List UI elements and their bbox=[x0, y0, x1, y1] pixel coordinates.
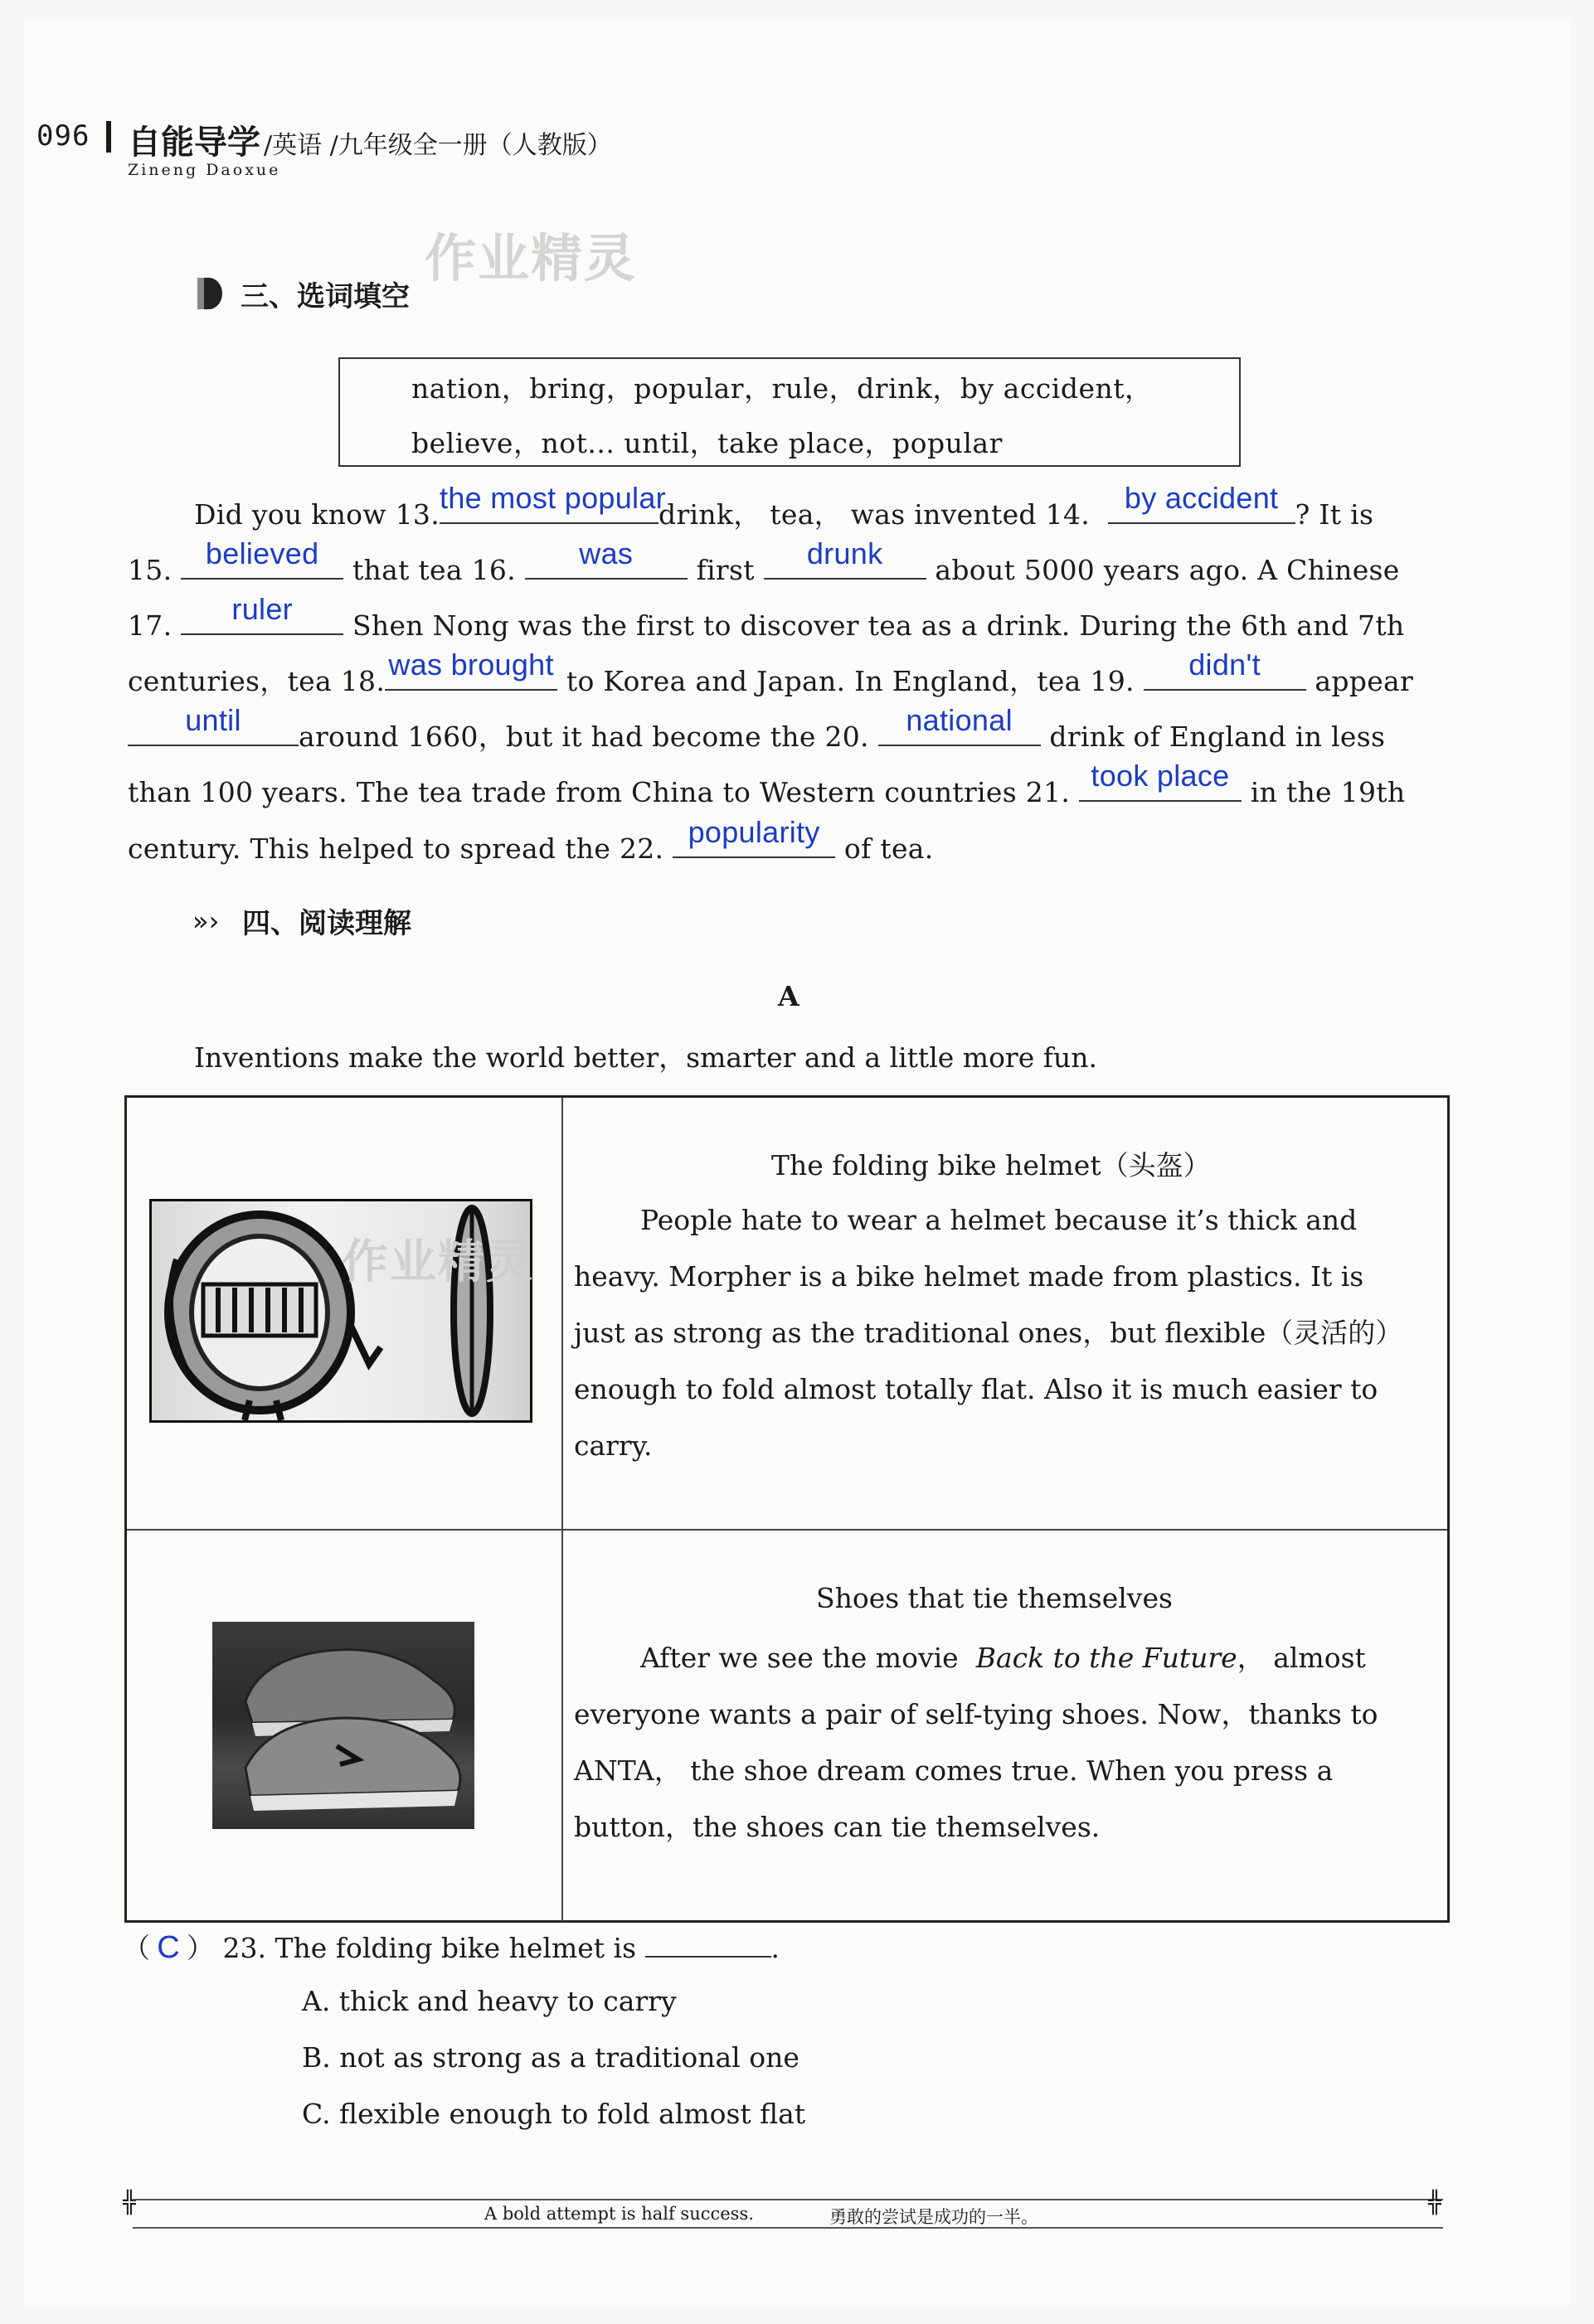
shoes-title: Shoes that tie themselves bbox=[816, 1582, 1173, 1614]
table-row-divider bbox=[127, 1529, 1447, 1531]
movie-title: Back to the Future bbox=[975, 1642, 1237, 1674]
passage-text: ? It is bbox=[1295, 498, 1374, 531]
passage-line-3 bbox=[128, 592, 1405, 642]
answer-21: took place bbox=[1091, 759, 1230, 793]
blank-21[interactable] bbox=[1079, 759, 1242, 802]
passage-line-5 bbox=[128, 703, 1386, 754]
answer-16b: drunk bbox=[806, 536, 883, 570]
passage-line-6 bbox=[128, 759, 1406, 808]
passage-text: around 1660，but it had become the 20. bbox=[299, 720, 869, 753]
table-column-divider bbox=[561, 1098, 563, 1922]
answer-17: ruler bbox=[231, 592, 293, 626]
shoes-photo bbox=[212, 1622, 474, 1829]
page-number: 096 bbox=[36, 119, 90, 153]
book-pinyin: Zineng Daoxue bbox=[128, 161, 281, 179]
book-brand: 自能导学 bbox=[128, 124, 260, 162]
shoes-line-1-tail: ， almost bbox=[1237, 1642, 1366, 1674]
answer-13: the most popular bbox=[440, 481, 666, 515]
passage-text: of tea. bbox=[843, 832, 934, 865]
passage-text: first bbox=[696, 554, 755, 586]
word-bank-box bbox=[338, 357, 1241, 467]
section-title-fill-blanks: 三、选词填空 bbox=[241, 280, 410, 313]
blank-17[interactable] bbox=[181, 592, 343, 635]
helmet-line-4: enough to fold almost totally flat. Also it is much easier to bbox=[574, 1373, 1378, 1405]
reading-intro: Inventions make the world better，smarter and a little more fun. bbox=[194, 1041, 1097, 1074]
helmet-line-5: carry. bbox=[574, 1429, 653, 1462]
footer-motto-english: A bold attempt is half success. bbox=[484, 2204, 754, 2224]
header-divider bbox=[106, 121, 111, 153]
answer-paren-open: （ bbox=[123, 1932, 150, 1964]
passage-text: to Korea and Japan. In England，tea 19. bbox=[566, 665, 1135, 697]
section-title-reading: 四、阅读理解 bbox=[242, 907, 411, 940]
shoes-line-1-text: After we see the movie bbox=[640, 1642, 959, 1674]
blank-16b[interactable] bbox=[764, 536, 926, 580]
shoes-line-2: everyone wants a pair of self-tying shoes. Now，thanks to bbox=[574, 1698, 1378, 1730]
passage-text: drink of England in less bbox=[1049, 720, 1386, 753]
option-a[interactable]: A. thick and heavy to carry bbox=[302, 1985, 677, 2017]
question-23 bbox=[123, 1927, 780, 1966]
watermark: 作业精灵 bbox=[425, 228, 638, 289]
word-bank-line-2: believe，not... until，take place，popular bbox=[411, 427, 1003, 459]
question-23-stem: 23. The folding bike helmet is bbox=[222, 1932, 637, 1964]
helmet-line-3: just as strong as the traditional ones，but flexible（灵活的） bbox=[574, 1317, 1403, 1349]
passage-text: Did you know 13. bbox=[194, 498, 440, 531]
answer-23[interactable]: C bbox=[157, 1930, 180, 1965]
watermark: 作业精灵 bbox=[342, 1235, 534, 1289]
passage-text: drink， tea， was invented 14. bbox=[658, 498, 1091, 531]
section-chevrons-icon: »› bbox=[192, 905, 220, 937]
passage-line-7 bbox=[128, 815, 934, 865]
shoes-line-3: ANTA， the shoe dream comes true. When you press a bbox=[574, 1754, 1334, 1787]
passage-line-4 bbox=[128, 648, 1414, 699]
blank-22[interactable] bbox=[673, 815, 835, 858]
passage-text: 17. bbox=[128, 609, 173, 642]
helmet-line-1: People hate to wear a helmet because it’s thick and bbox=[640, 1204, 1358, 1236]
passage-text: that tea 16. bbox=[352, 554, 516, 586]
option-b[interactable]: B. not as strong as a traditional one bbox=[302, 2041, 799, 2074]
blank-19[interactable] bbox=[1144, 648, 1306, 691]
helmet-title: The folding bike helmet（头盔） bbox=[771, 1149, 1211, 1181]
answer-19b: until bbox=[185, 703, 241, 737]
footer-rule bbox=[133, 2199, 1443, 2229]
blank-14[interactable] bbox=[1108, 481, 1295, 524]
footer-ornament-right-icon: ╬ bbox=[1428, 2191, 1441, 2215]
passage-text: about 5000 years ago. A Chinese bbox=[935, 554, 1400, 586]
answer-16: was bbox=[579, 536, 634, 570]
shoes-line-1 bbox=[574, 1630, 1423, 1686]
helmet-description bbox=[574, 1192, 1423, 1474]
passage-text: Shen Nong was the first to discover tea as a drink. During the 6th and 7th bbox=[352, 609, 1405, 642]
helmet-line-2: heavy. Morpher is a bike helmet made from plastics. It is bbox=[574, 1260, 1364, 1293]
shoes-description bbox=[574, 1630, 1423, 1856]
book-subtitle: /英语 /九年级全一册（人教版） bbox=[264, 131, 612, 160]
blank-16[interactable] bbox=[525, 536, 688, 580]
blank-13[interactable] bbox=[440, 481, 666, 524]
passage-line-2 bbox=[128, 536, 1400, 586]
answer-19: didn't bbox=[1188, 648, 1261, 682]
section-marker-icon bbox=[194, 276, 222, 311]
answer-22: popularity bbox=[688, 815, 820, 849]
shoes-line-4: button，the shoes can tie themselves. bbox=[574, 1811, 1101, 1843]
blank-19b[interactable] bbox=[128, 703, 299, 746]
answer-20: national bbox=[906, 703, 1013, 737]
passage-text: century. This helped to spread the 22. bbox=[128, 832, 664, 865]
word-bank-line-1: nation，bring，popular，rule，drink，by accident， bbox=[411, 372, 1153, 405]
answer-paren-close: ） bbox=[187, 1932, 214, 1964]
option-c[interactable]: C. flexible enough to fold almost flat bbox=[302, 2098, 806, 2130]
answer-15: believed bbox=[205, 536, 319, 570]
blank-18[interactable] bbox=[385, 648, 557, 691]
passage-text: centuries，tea 18. bbox=[128, 665, 386, 697]
blank-20[interactable] bbox=[878, 703, 1041, 746]
passage-label: A bbox=[778, 980, 799, 1012]
passage-line-1 bbox=[194, 481, 1374, 532]
passage-text: in the 19th bbox=[1250, 776, 1406, 808]
footer-ornament-left-icon: ╬ bbox=[123, 2191, 136, 2215]
passage-text: than 100 years. The tea trade from China to Western countries 21. bbox=[128, 776, 1071, 808]
answer-18: was brought bbox=[388, 648, 554, 682]
footer-motto-chinese: 勇敢的尝试是成功的一半。 bbox=[829, 2207, 1038, 2227]
passage-text: 15. bbox=[128, 554, 173, 586]
question-23-blank bbox=[645, 1928, 771, 1958]
answer-14: by accident bbox=[1124, 481, 1279, 515]
blank-15[interactable] bbox=[181, 536, 343, 580]
question-23-period: . bbox=[770, 1932, 780, 1964]
passage-text: appear bbox=[1315, 665, 1414, 697]
